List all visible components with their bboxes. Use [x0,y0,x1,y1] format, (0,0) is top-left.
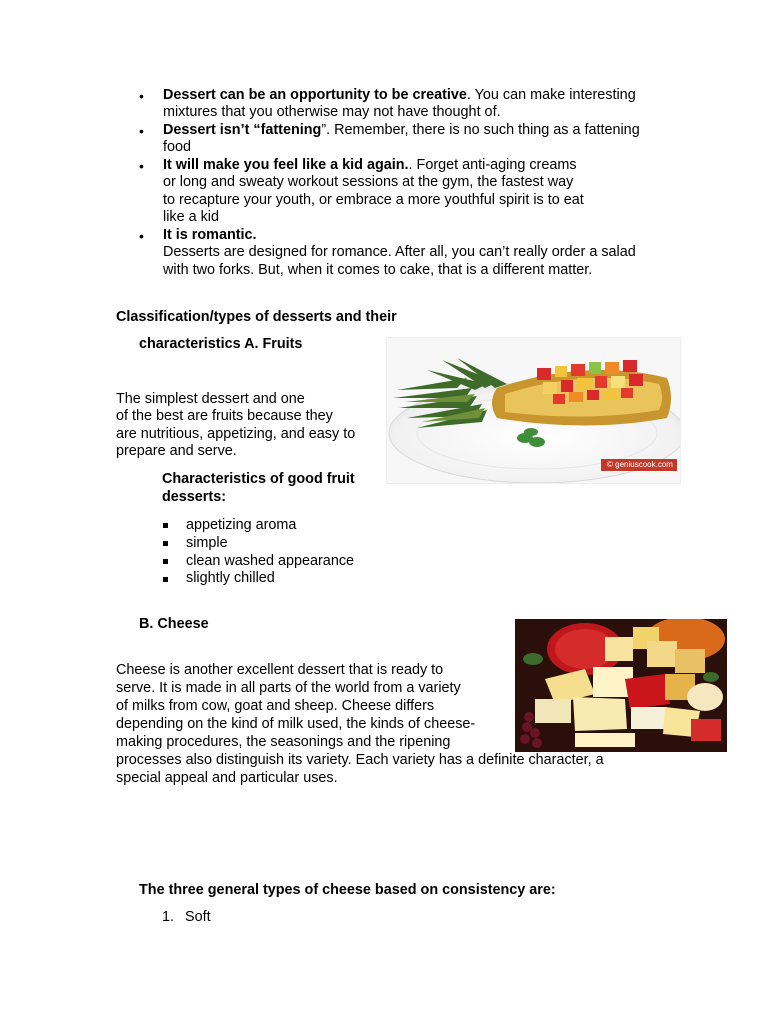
image-credit: © geniuscook.com [607,460,673,469]
cheese-types-heading: The three general types of cheese based on consistency are: [139,882,556,898]
cheese-paragraph-line-7: special appeal and particular uses. [116,770,338,786]
square-bullet-icon [163,577,168,582]
bullet-3-cont-3: like a kid [163,209,219,225]
cheese-platter-image [515,619,727,752]
bullet-4-bold: It is romantic. [163,227,257,243]
bullet-1-cont: mixtures that you otherwise may not have thought of. [163,104,501,120]
bullet-1-bold: Dessert can be an opportunity to be creative [163,87,467,103]
list-number: 1. [162,909,175,925]
bullet-3-cont-1: or long and sweaty workout sessions at the gym, the fastest way [163,174,574,190]
cheese-paragraph-line-3: of milks from cow, goat and sheep. Cheese differs [116,698,435,714]
bullet-marker: • [139,88,144,104]
pineapple-fruit-salad-image [386,337,681,484]
cheese-paragraph-line-4: depending on the kind of milk used, the kinds of cheese- [116,716,476,732]
section-heading: Classification/types of desserts and their [116,309,397,325]
bullet-item-3 [163,157,577,175]
characteristics-heading-line-1: Characteristics of good fruit [162,471,355,487]
cheese-paragraph-line-6: processes also distinguish its variety. Each variety has a definite character, a [116,752,604,768]
bullet-item-4 [163,227,257,245]
bullet-3-bold: It will make you feel like a kid again. [163,157,409,173]
bullet-marker: • [139,158,144,174]
list-item: simple [186,535,228,551]
subsection-heading-cheese: B. Cheese [139,616,209,632]
list-item: appetizing aroma [186,517,297,533]
characteristics-heading-line-2: desserts: [162,489,226,505]
list-item: clean washed appearance [186,553,355,569]
list-item: slightly chilled [186,570,275,586]
bullet-item-2 [163,122,640,140]
fruits-paragraph-line-1: The simplest dessert and one [116,391,305,407]
bullet-2-cont: food [163,139,192,155]
list-item: Soft [185,909,211,925]
square-bullet-icon [163,559,168,564]
bullet-3-rest: . Forget anti-aging creams [408,157,577,173]
bullet-4-cont-1: Desserts are designed for romance. After all, you can’t really order a salad [163,244,636,260]
bullet-2-rest: ”. Remember, there is no such thing as a fattening [321,122,640,138]
fruits-paragraph-line-4: prepare and serve. [116,443,237,459]
bullet-2-bold: Dessert isn’t “fattening [163,122,322,138]
bullet-item-1 [163,87,636,105]
cheese-paragraph-line-5: making procedures, the seasonings and the ripening [116,734,451,750]
subsection-heading-fruits: characteristics A. Fruits [139,336,303,352]
square-bullet-icon [163,523,168,528]
fruits-paragraph-line-3: are nutritious, appetizing, and easy to [116,426,356,442]
square-bullet-icon [163,541,168,546]
cheese-paragraph-line-2: serve. It is made in all parts of the world from a variety [116,680,461,696]
cheese-paragraph-line-1: Cheese is another excellent dessert that is ready to [116,662,444,678]
fruits-paragraph-line-2: of the best are fruits because they [116,408,333,424]
bullet-3-cont-2: to recapture your youth, or embrace a more youthful spirit is to eat [163,192,584,208]
bullet-marker: • [139,123,144,139]
bullet-4-cont-2: with two forks. But, when it comes to cake, that is a different matter. [163,262,593,278]
bullet-1-rest: . You can make interesting [466,87,636,103]
bullet-marker: • [139,228,144,244]
